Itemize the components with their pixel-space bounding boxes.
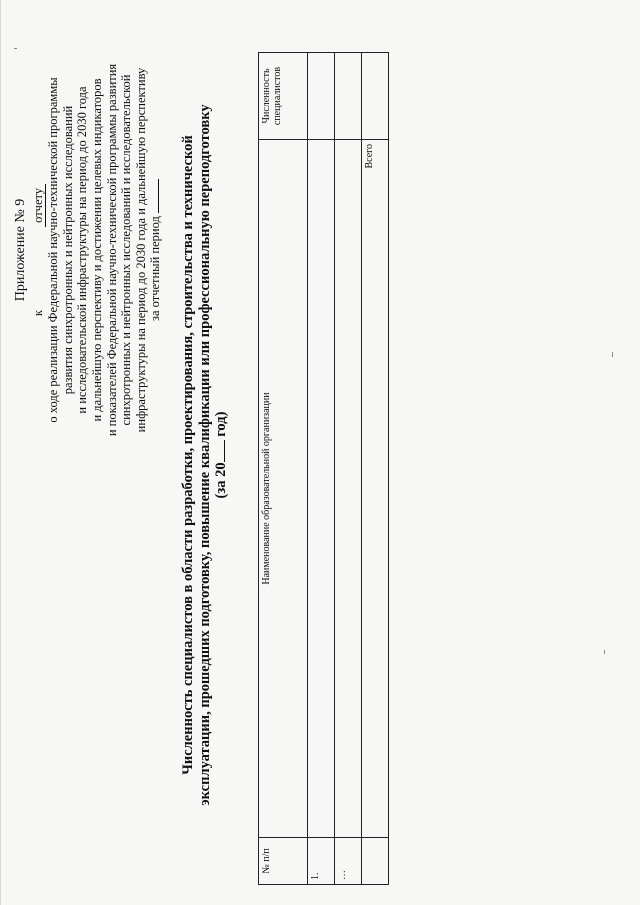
table-total-row <box>362 53 389 885</box>
total-value <box>362 53 389 140</box>
period-blank <box>148 179 159 213</box>
row-organization <box>308 140 335 838</box>
year-blank <box>214 440 225 462</box>
appendix-header <box>14 5 163 495</box>
year-suffix: год) <box>213 411 229 437</box>
report-word: отчету <box>31 184 46 227</box>
scan-speck <box>604 650 605 654</box>
document-title <box>180 95 230 815</box>
header-number: № п/п <box>259 838 308 885</box>
total-empty-cell <box>362 838 389 885</box>
header-line: и дальнейшую перспективу и достижении целевых индикаторов <box>89 78 104 422</box>
table-row <box>335 53 362 885</box>
year-prefix: (за 20 <box>213 462 229 499</box>
specialists-table <box>258 52 389 885</box>
header-line: инфраструктуры на период до 2030 года и дальнейшую перспективу <box>133 67 148 433</box>
total-label: Всего <box>362 140 389 838</box>
table-header-row <box>259 53 308 885</box>
row-count <box>335 53 362 140</box>
title-year-line <box>213 95 230 815</box>
period-line <box>148 5 163 495</box>
row-organization <box>335 140 362 838</box>
table-row <box>308 53 335 885</box>
row-count <box>308 53 335 140</box>
header-line: и показателей Федеральной научно-технической программы развития <box>104 63 119 437</box>
header-count: Численность специалистов <box>259 53 308 140</box>
scan-speck <box>612 352 613 357</box>
row-number: 1. <box>308 838 335 885</box>
to-prefix: к <box>30 310 45 317</box>
appendix-title: Приложение № 9 <box>13 198 28 302</box>
scan-speck <box>14 48 17 49</box>
header-organization: Наименование образовательной организации <box>259 140 308 838</box>
header-line: о ходе реализации Федеральной научно-технической программы <box>46 77 61 423</box>
row-number: … <box>335 838 362 885</box>
report-reference <box>31 5 46 495</box>
header-line: синхротронных и нейтронных исследований и исследовательской <box>119 74 134 426</box>
title-line-1: Численность специалистов в области разработки, проектирования, строительства и технической <box>180 135 196 775</box>
header-line: и исследовательской инфраструктуры на период до 2030 года <box>75 86 90 414</box>
period-label: за отчетный период <box>148 216 163 321</box>
header-line: развития синхротронных и нейтронных исследований <box>60 105 75 395</box>
title-line-2: эксплуатации, прошедших подготовку, повышение квалификации или профессиональную переподготовку <box>196 104 213 806</box>
